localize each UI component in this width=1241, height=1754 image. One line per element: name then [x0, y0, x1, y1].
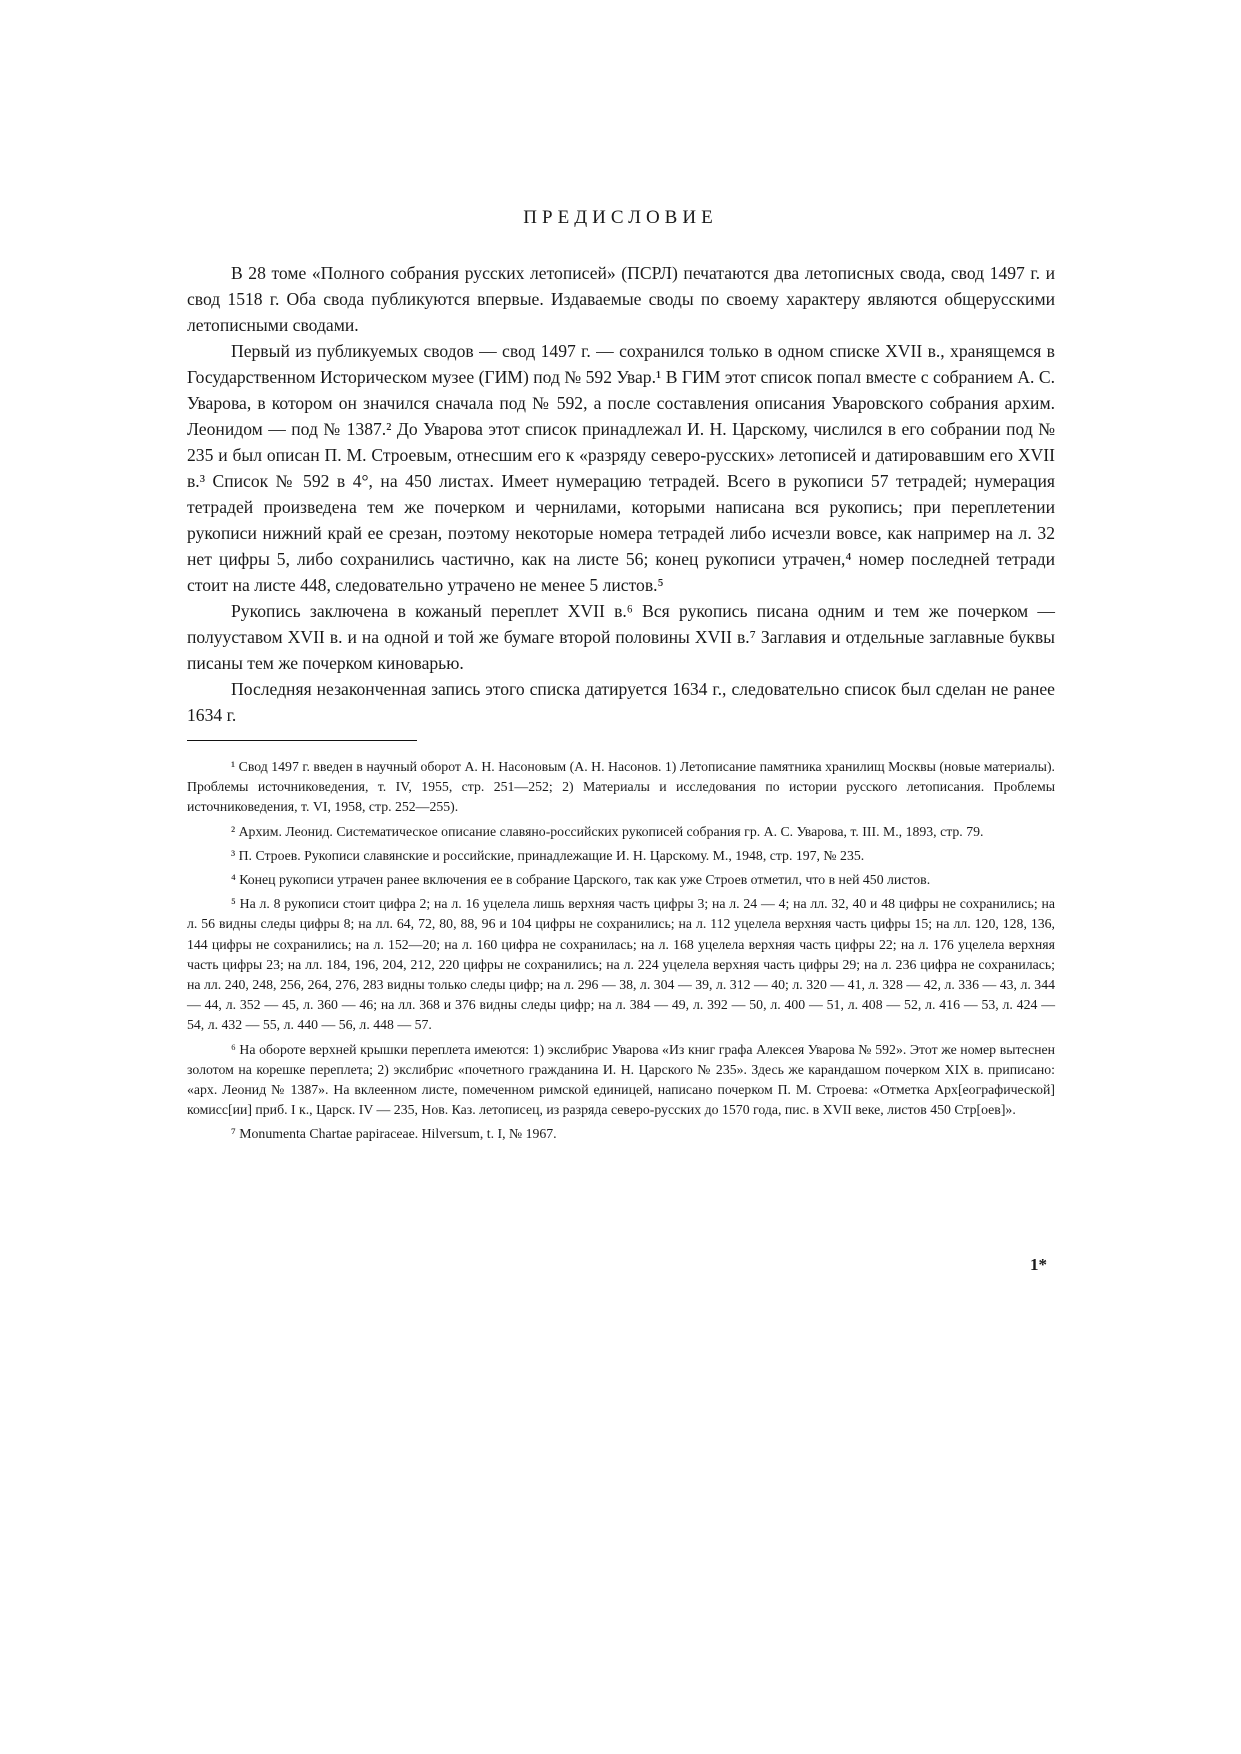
footnote: ³ П. Строев. Рукописи славянские и российские, принадлежащие И. Н. Царскому. М., 1948, стр. 197, № 235. — [231, 847, 865, 863]
paragraph: В 28 томе «Полного собрания русских летописей» (ПСРЛ) печатаются два летописных свода, свод 1497 г. и свод 1518 г. Оба свода публикуются впервые. Издаваемые своды по своему характеру являются общерусскими летописными сводами. — [187, 263, 1055, 335]
paragraph: Рукопись заключена в кожаный переплет XVII в.⁶ Вся рукопись писана одним и тем же почерком — полууставом XVII в. и на одной и той же бумаге второй половины XVII в.⁷ Заглавия и отдельные заглавные буквы писаны тем же почерком киноварью. — [187, 601, 1055, 673]
paragraph: Последняя незаконченная запись этого списка датируется 1634 г., следовательно список был сделан не ранее 1634 г. — [187, 679, 1055, 725]
footnote: ⁶ На обороте верхней крышки переплета имеются: 1) экслибрис Уварова «Из книг графа Алексея Уварова № 592». Этот же номер вытеснен золотом на корешке переплета; 2) экслибрис «почетного гражданина И. Н. Царского № 235». Здесь же карандашом почерком XIX в. приписано: «арх. Леонид № 1387». На вклеенном листе, помеченном римской единицей, написано почерком П. М. Строева: «Отметка Арх[еографической] комисс[ии] приб. I к., Царск. IV — 235, Нов. Каз. летописец, из разряда северо-русских до 1570 года, пис. в XVII веке, листов 450 Стр[оев]». — [187, 1041, 1055, 1118]
footnote-divider — [187, 740, 417, 741]
page-title: ПРЕДИСЛОВИЕ — [523, 207, 718, 228]
main-text — [187, 260, 1055, 728]
footnote: ⁴ Конец рукописи утрачен ранее включения ее в собрание Царского, так как уже Строев отметил, что в ней 450 листов. — [231, 872, 931, 888]
footnote: ² Архим. Леонид. Систематическое описание славяно-российских рукописей собрания гр. А. С. Уварова, т. III. М., 1893, стр. 79. — [231, 823, 984, 839]
signature-mark: 1* — [1030, 1255, 1047, 1274]
paragraph: Первый из публикуемых сводов — свод 1497 г. — сохранился только в одном списке XVII в., хранящемся в Государственном Историческом музее (ГИМ) под № 592 Увар.¹ В ГИМ этот список попал вместе с собранием А. С. Уварова, в котором он значился сначала под № 592, а после составления описания Уваровского собрания архим. Леонидом — под № 1387.² До Уварова этот список принадлежал И. Н. Царскому, числился в его собрании под № 235 и был описан П. М. Строевым, отнесшим его к «разряду северо-русских» летописей и датировавшим его XVII в.³ Список № 592 в 4°, на 450 листах. Имеет нумерацию тетрадей. Всего в рукописи 57 тетрадей; нумерация тетрадей произведена тем же почерком и чернилами, которыми написана вся рукопись; при переплетении рукописи нижний край ее срезан, поэтому некоторые номера тетрадей либо исчезли вовсе, как например на л. 32 нет цифры 5, либо сохранились частично, как на листе 56; конец рукописи утрачен,⁴ номер последней тетради стоит на листе 448, следовательно утрачено не менее 5 листов.⁵ — [187, 341, 1055, 595]
footnote: ⁷ Monumenta Chartae papiraceae. Hilversum, t. I, № 1967. — [231, 1126, 557, 1142]
footnote: ¹ Свод 1497 г. введен в научный оборот А. Н. Насоновым (А. Н. Насонов. 1) Летописание памятника хранилищ Москвы (новые материалы). Проблемы источниковедения, т. IV, 1955, стр. 251—252; 2) Материалы и исследования по истории русского летописания. Проблемы источниковедения, т. VI, 1958, стр. 252—255). — [187, 759, 1055, 815]
footnote: ⁵ На л. 8 рукописи стоит цифра 2; на л. 16 уцелела лишь верхняя часть цифры 3; на л. 24 — 4; на лл. 32, 40 и 48 цифры не сохранились; на л. 56 видны следы цифры 8; на лл. 64, 72, 80, 88, 96 и 104 цифры не сохранились; на л. 112 уцелела верхняя часть цифры 15; на лл. 120, 128, 136, 144 цифры не сохранились; на л. 152—20; на л. 160 цифра не сохранилась; на л. 168 уцелела верхняя часть цифры 22; на л. 176 уцелела верхняя часть цифры 23; на лл. 184, 196, 204, 212, 220 цифры не сохранились; на л. 224 уцелела верхняя часть цифры 29; на л. 236 цифра не сохранилась; на лл. 240, 248, 256, 264, 276, 283 видны только следы цифр; на л. 296 — 38, л. 304 — 39, л. 312 — 40; л. 320 — 41, л. 328 — 42, л. 336 — 43, л. 344 — 44, л. 352 — 45, л. 360 — 46; на лл. 368 и 376 видны следы цифр; на л. 384 — 49, л. 392 — 50, л. 400 — 51, л. 408 — 52, л. 416 — 53, л. 424 — 54, л. 432 — 55, л. 440 — 56, л. 448 — 57. — [187, 896, 1055, 1033]
footnotes — [187, 757, 1055, 1149]
